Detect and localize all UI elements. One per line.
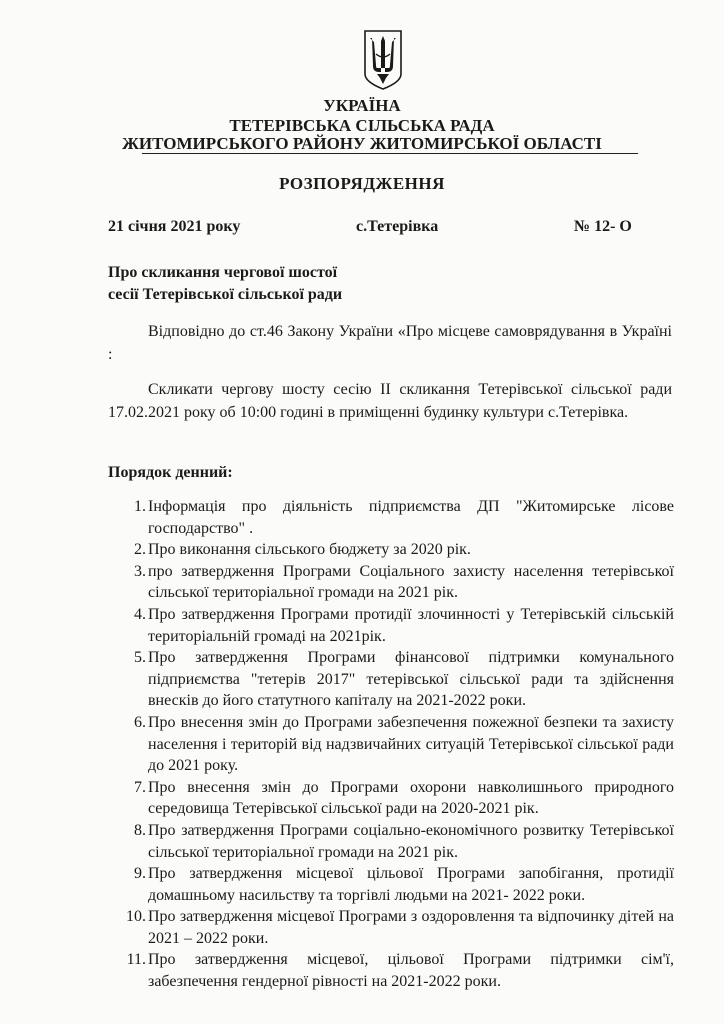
agenda-item bbox=[108, 604, 674, 647]
agenda-item bbox=[108, 712, 674, 777]
agenda-item bbox=[108, 820, 674, 863]
agenda-item-number: 1. bbox=[134, 498, 146, 515]
agenda-item-number: 4. bbox=[134, 605, 146, 623]
agenda-item bbox=[108, 496, 674, 539]
trident-coat-of-arms-icon bbox=[364, 30, 402, 90]
agenda-item-number: 5. bbox=[134, 649, 146, 667]
document-type: РОЗПОРЯДЖЕННЯ bbox=[279, 174, 445, 193]
agenda-item-text: Про затвердження місцевої Програми з оздоровлення та відпочинку дітей на 2021 – 2022 роки. bbox=[148, 908, 674, 947]
agenda-item-text: Про виконання сільського бюджету за 2020 рік. bbox=[148, 541, 471, 559]
agenda-item bbox=[108, 949, 674, 992]
basis-paragraph: Відповідно до ст.46 Закону України «Про місцеве самоврядування в Україні : bbox=[108, 323, 672, 363]
agenda-item-number: 9. bbox=[134, 865, 146, 883]
agenda-item-text: Про внесення змін до Програми охорони навколишнього природного середовища Тетерівської сільської ради на 2020-2021 рік. bbox=[148, 778, 674, 818]
agenda-item-text: Про внесення змін до Програми забезпечення пожежної безпеки та захисту населення і територій від надзвичайних ситуацій Тетерівської сільської ради до 2021 року. bbox=[148, 713, 674, 775]
agenda-item bbox=[108, 906, 674, 949]
agenda-list bbox=[108, 496, 674, 993]
agenda-item bbox=[108, 561, 674, 604]
agenda-item-number: 10. bbox=[126, 908, 146, 926]
agenda-item-text: Про затвердження Програми протидії злочинності у Тетерівській сільській територіальній громаді на 2021рік. bbox=[148, 605, 674, 645]
header-region: ЖИТОМИРСЬКОГО РАЙОНУ ЖИТОМИРСЬКОЇ ОБЛАСТІ bbox=[122, 134, 602, 153]
agenda-item bbox=[108, 647, 674, 712]
agenda-item-number: 7. bbox=[134, 778, 146, 796]
agenda-item-text: про затвердження Програми Соціального захисту населення тетерівської сільської територіальної громади на 2021 рік. bbox=[148, 562, 674, 602]
subject-line-1: Про скликання чергової шостої bbox=[108, 264, 338, 281]
document-place: с.Тетерівка bbox=[356, 218, 439, 235]
agenda-item-number: 8. bbox=[134, 821, 146, 839]
agenda-item-number: 2. bbox=[134, 541, 146, 559]
agenda-item-number: 11. bbox=[126, 951, 146, 969]
agenda-item bbox=[108, 777, 674, 820]
agenda-item bbox=[108, 863, 674, 906]
header-divider bbox=[142, 153, 638, 154]
agenda-item-text: Про затвердження місцевої цільової Програми запобігання, протидії домашньому насильству та торгівлі людьми на 2021- 2022 роки. bbox=[148, 865, 674, 904]
agenda-item-text: Про затвердження Програми соціально-економічного розвитку Тетерівської сільської територіальної громади на 2021 рік. bbox=[148, 821, 674, 861]
agenda-item-number: 3. bbox=[134, 562, 146, 580]
document-subject bbox=[108, 262, 342, 306]
agenda-item-text: Про затвердження Програми фінансової підтримки комунального підприємства "тетерів 2017" тетерівської сільської ради та здійснення внесків до його статутного капіталу на 2021-2022 роки. bbox=[148, 649, 674, 710]
subject-line-2: сесії Тетерівської сільської ради bbox=[108, 286, 343, 303]
document-number: № 12- О bbox=[574, 218, 632, 235]
decision-paragraph: Скликати чергову шосту сесію ІІ скликання Тетерівської сільської ради 17.02.2021 року об 10:00 годині в приміщенні будинку культури с.Тетерівка. bbox=[108, 381, 672, 421]
agenda-title: Порядок денний: bbox=[108, 464, 233, 481]
agenda-item bbox=[108, 539, 674, 561]
agenda-item-number: 6. bbox=[134, 713, 146, 731]
header-country: УКРАЇНА bbox=[323, 96, 401, 115]
agenda-item-text: Про затвердження місцевої, цільової Програми підтримки сім'ї, забезпечення гендерної рівності на 2021-2022 роки. bbox=[148, 951, 674, 991]
header-council: ТЕТЕРІВСЬКА СІЛЬСЬКА РАДА bbox=[229, 116, 495, 135]
agenda-item-text: Інформація про діяльність підприємства ДП "Житомирське лісове господарство" . bbox=[148, 498, 674, 537]
document-date: 21 січня 2021 року bbox=[108, 218, 241, 235]
